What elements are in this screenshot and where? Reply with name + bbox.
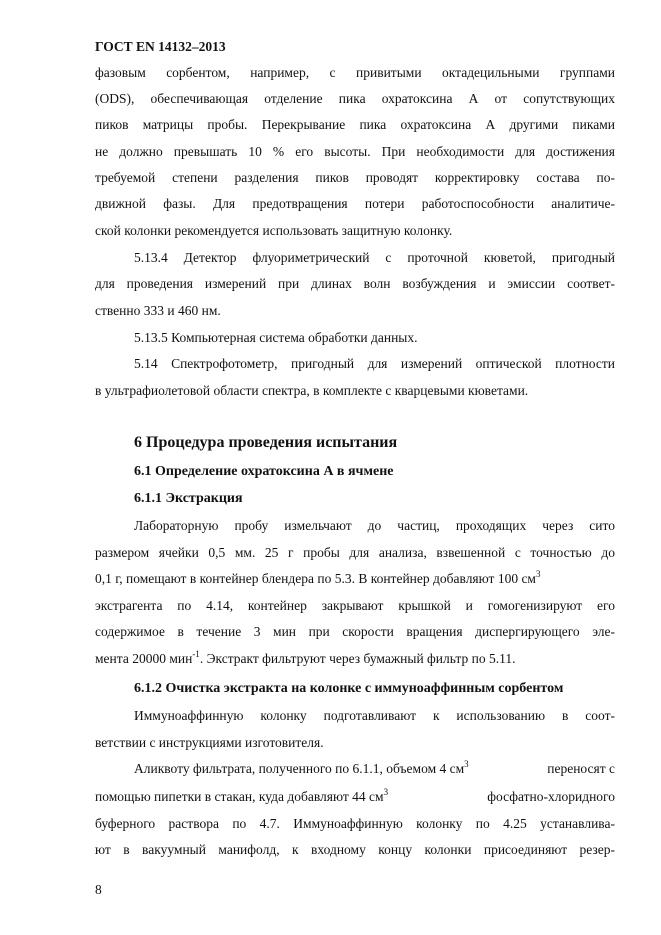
subsection-heading: 6.1 Определение охратоксина А в ячмене <box>134 464 394 479</box>
superscript: 3 <box>535 569 541 579</box>
text-line: ют в вакуумный манифолд, к входному концу колонки присоединяют резер- <box>95 842 615 857</box>
text-line <box>95 570 615 588</box>
text-line <box>95 650 615 668</box>
page-number: 8 <box>95 882 102 897</box>
text-line: содержимое в течение 3 мин при скорости вращения диспергирующего эле- <box>95 624 615 639</box>
text-line: 5.14 Спектрофотометр, пригодный для измерений оптической плотности <box>134 356 615 371</box>
text-fragment: Аликвоту фильтрата, полученного по 6.1.1, объемом 4 см <box>134 761 465 776</box>
text-line: (ODS), обеспечивающая отделение пика охратоксина А от сопутствующих <box>95 91 615 106</box>
text-fragment: фосфатно-хлоридного <box>487 789 615 804</box>
text-line <box>134 760 615 778</box>
text-line: требуемой степени разделения пиков проводят корректировку состава по- <box>95 170 615 185</box>
text-fragment: 0,1 г, помещают в контейнер блендера по 5.3. В контейнер добавляют 100 см <box>95 571 536 586</box>
text-line: экстрагента по 4.14, контейнер закрывают крышкой и гомогенизируют его <box>95 598 615 613</box>
text-line: ветствии с инструкциями изготовителя. <box>95 735 324 750</box>
document-header: ГОСТ EN 14132–2013 <box>95 39 226 54</box>
subsubsection-heading: 6.1.1 Экстракция <box>134 491 243 506</box>
text-line: для проведения измерений при длинах волн возбуждения и эмиссии соответ- <box>95 276 615 291</box>
text-fragment: мента 20000 мин <box>95 651 193 666</box>
text-line: размером ячейки 0,5 мм. 25 г пробы для анализа, взвешенной с точностью до <box>95 545 615 560</box>
text-line: Лабораторную пробу измельчают до частиц, проходящих через сито <box>134 518 615 533</box>
text-line: 5.13.4 Детектор флуориметрический с проточной кюветой, пригодный <box>134 250 615 265</box>
text-line: ственно 333 и 460 нм. <box>95 303 221 318</box>
superscript: 3 <box>383 787 389 797</box>
text-line <box>95 788 615 806</box>
text-fragment: . Экстракт фильтруют через бумажный фильтр по 5.11. <box>199 651 516 666</box>
text-line: фазовым сорбентом, например, с привитыми октадецильными группами <box>95 65 615 80</box>
text-line: движной фазы. Для предотвращения потери работоспособности аналитиче- <box>95 196 615 211</box>
text-line: 5.13.5 Компьютерная система обработки данных. <box>134 330 418 345</box>
text-line: Иммуноаффинную колонку подготавливают к использованию в соот- <box>134 708 615 723</box>
superscript: -1 <box>192 649 200 659</box>
subsubsection-heading: 6.1.2 Очистка экстракта на колонке с иммуноаффинным сорбентом <box>134 681 564 696</box>
text-line: не должно превышать 10 % его высоты. При необходимости для достижения <box>95 144 615 159</box>
text-line: пиков матрицы пробы. Перекрывание пика охратоксина А другими пиками <box>95 117 615 132</box>
text-line: ской колонки рекомендуется использовать защитную колонку. <box>95 223 453 238</box>
text-fragment: переносят с <box>547 761 615 776</box>
text-line: буферного раствора по 4.7. Иммуноаффинную колонку по 4.25 устанавлива- <box>95 816 615 831</box>
superscript: 3 <box>464 759 469 769</box>
text-line: в ультрафиолетовой области спектра, в комплекте с кварцевыми кюветами. <box>95 383 529 398</box>
text-fragment: помощью пипетки в стакан, куда добавляют 44 см <box>95 789 384 804</box>
section-heading: 6 Процедура проведения испытания <box>134 434 398 451</box>
